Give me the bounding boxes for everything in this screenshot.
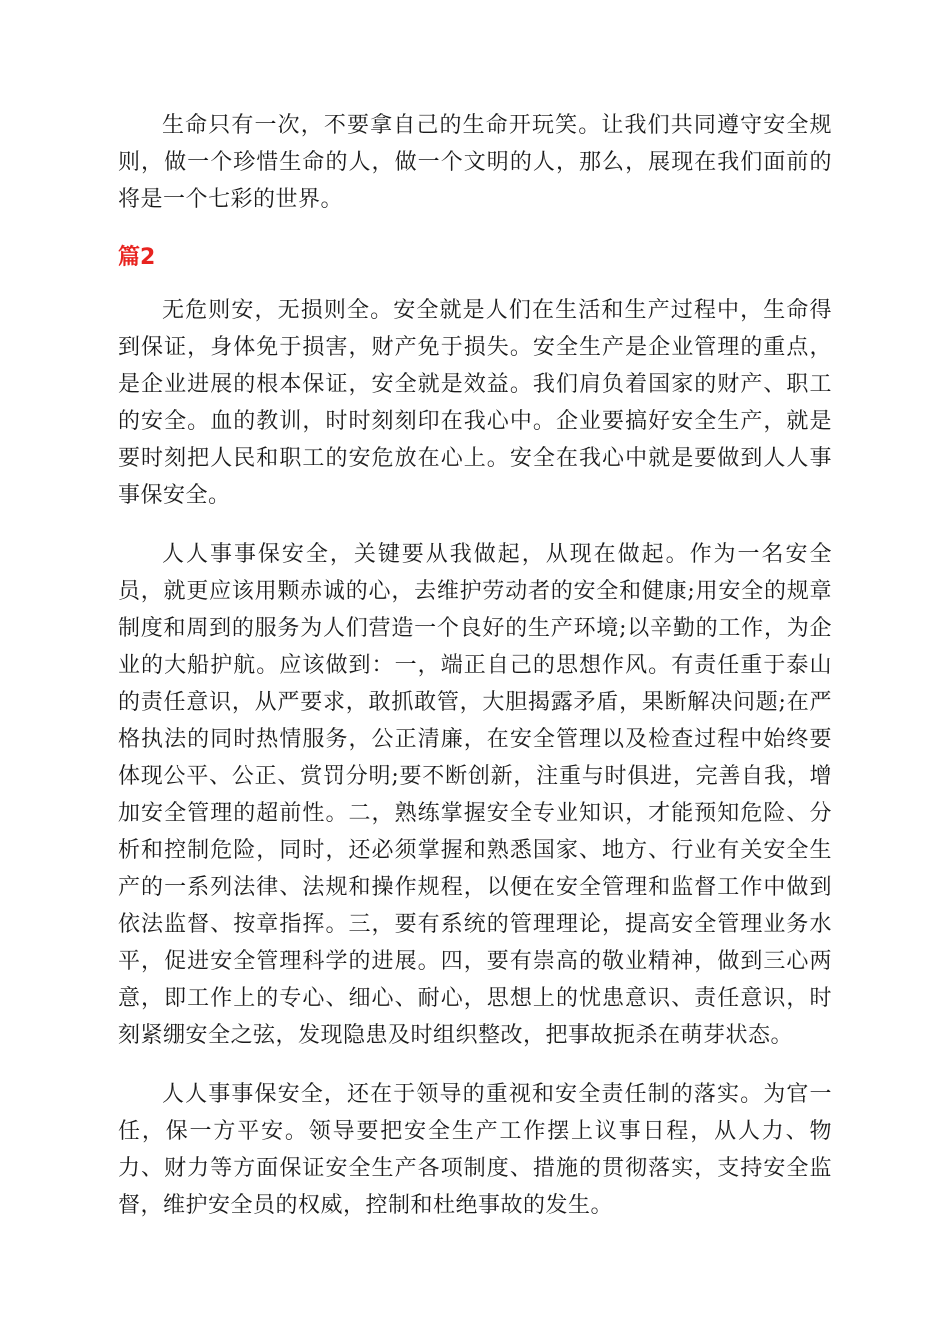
paragraph-leadership-responsibility: 人人事事保安全，还在于领导的重视和安全责任制的落实。为官一任，保一方平安。领导要把安全生产工作摆上议事日程，从人力、物力、财力等方面保证安全生产各项制度、措施的贯彻落实，支持安全监督，维护安全员的权威，控制和杜绝事故的发生。 <box>118 1082 832 1218</box>
paragraph-safety-definition: 无危则安，无损则全。安全就是人们在生活和生产过程中，生命得到保证，身体免于损害，财产免于损失。安全生产是企业管理的重点，是企业进展的根本保证，安全就是效益。我们肩负着国家的财产、职工的安全。血的教训，时时刻刻印在我心中。企业要搞好安全生产，就是要时刻把人民和职工的安危放在心上。安全在我心中就是要做到人人事事保安全。 <box>118 298 832 508</box>
document-page <box>118 107 832 1224</box>
paragraph-life-only-once: 生命只有一次，不要拿自己的生命开玩笑。让我们共同遵守安全规则，做一个珍惜生命的人，做一个文明的人，那么，展现在我们面前的将是一个七彩的世界。 <box>118 113 832 212</box>
paragraph-safety-officer-duties: 人人事事保安全，关键要从我做起，从现在做起。作为一名安全员，就更应该用颗赤诚的心，去维护劳动者的安全和健康;用安全的规章制度和周到的服务为人们营造一个良好的生产环境;以辛勤的工作，为企业的大船护航。应该做到：一，端正自己的思想作风。有责任重于泰山的责任意识，从严要求，敢抓敢管，大胆揭露矛盾，果断解决问题;在严格执法的同时热情服务，公正清廉，在安全管理以及检查过程中始终要体现公平、公正、赏罚分明;要不断创新，注重与时俱进，完善自我，增加安全管理的超前性。二，熟练掌握安全专业知识，才能预知危险、分析和控制危险，同时，还必须掌握和熟悉国家、地方、行业有关安全生产的一系列法律、法规和操作规程，以便在安全管理和监督工作中做到依法监督、按章指挥。三，要有系统的管理理论，提高安全管理业务水平，促进安全管理科学的进展。四，要有崇高的敬业精神，做到三心两意，即工作上的专心、细心、耐心，思想上的忧患意识、责任意识，时刻紧绷安全之弦，发现隐患及时组织整改，把事故扼杀在萌芽状态。 <box>118 542 832 1048</box>
section-heading: 篇2 <box>118 245 156 270</box>
